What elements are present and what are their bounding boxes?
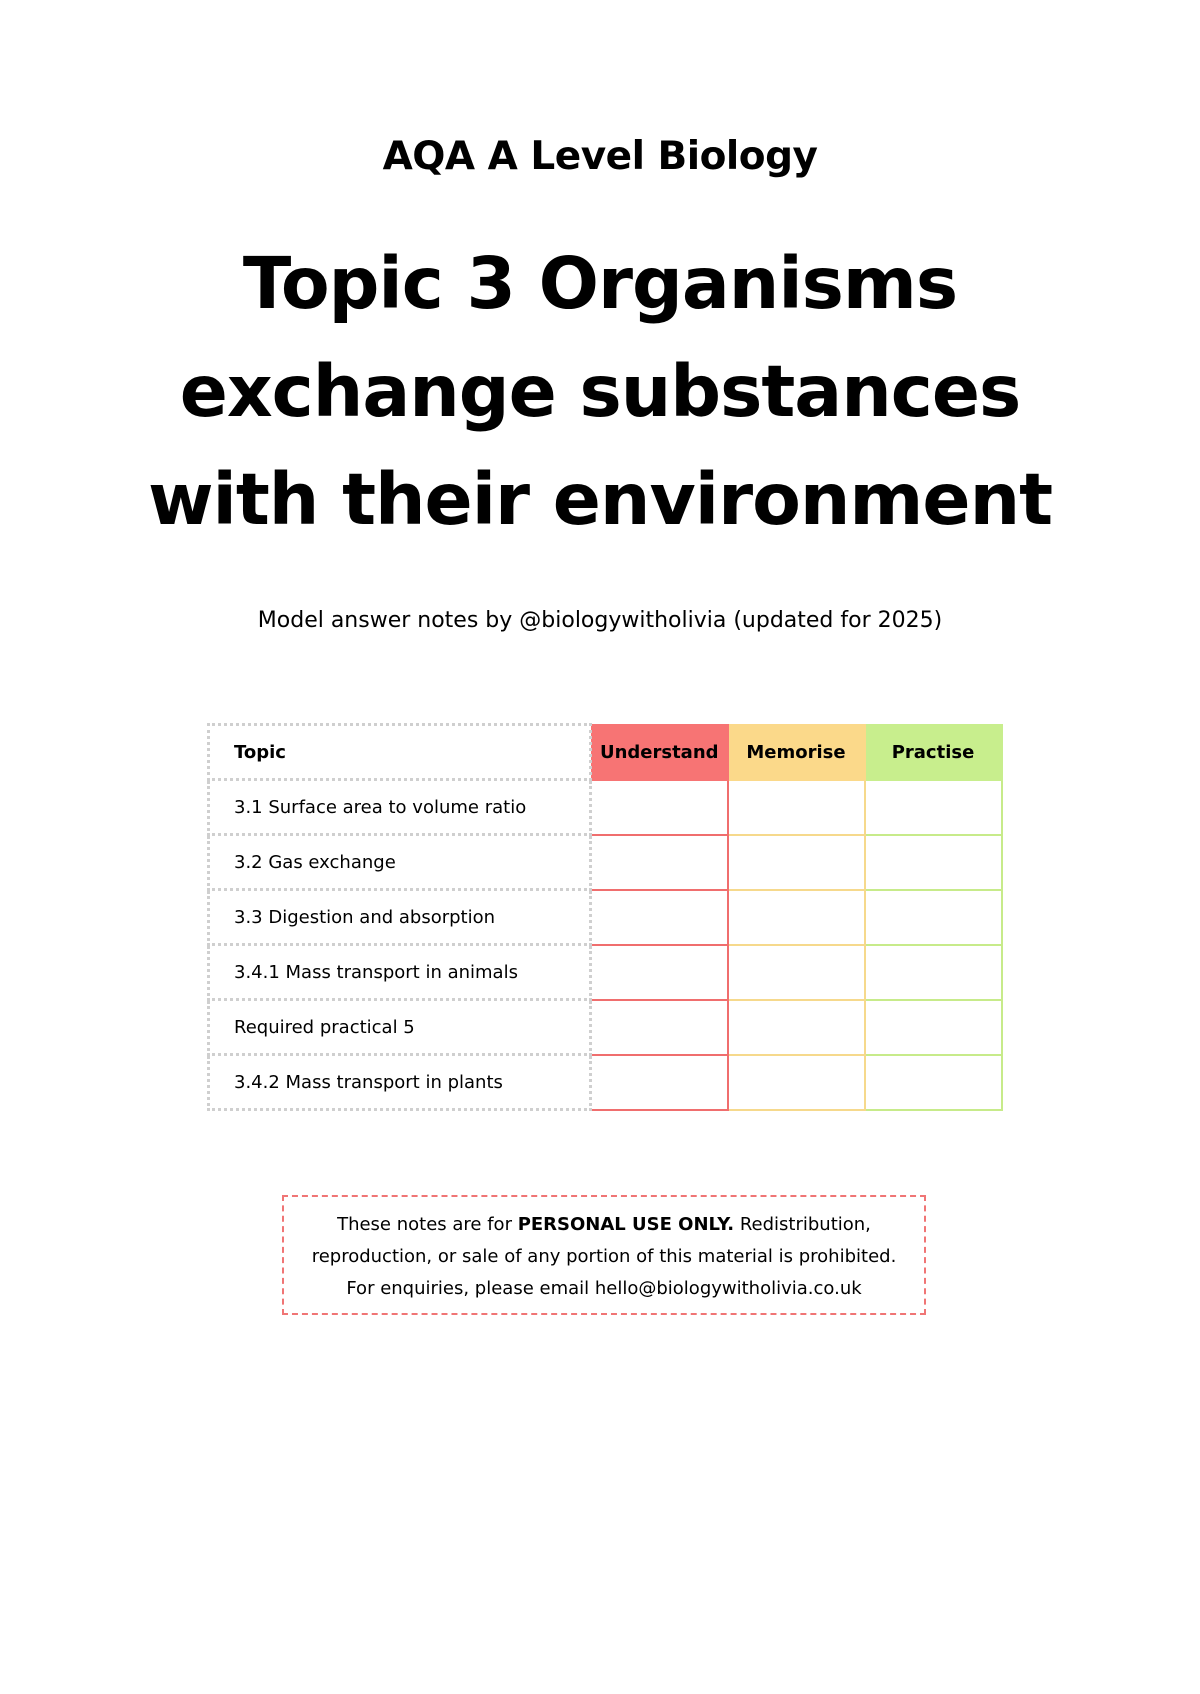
memorise-checkbox-cell[interactable] [728,1000,865,1055]
table-row [209,1055,1002,1110]
table-row [209,1000,1002,1055]
notice-emphasis: PERSONAL USE ONLY. [517,1214,735,1235]
practise-checkbox-cell[interactable] [865,1000,1002,1055]
title-line-1: Topic 3 Organisms [242,242,958,325]
practise-checkbox-cell[interactable] [865,1055,1002,1110]
understand-checkbox-cell[interactable] [591,1055,728,1110]
header-memorise: Memorise [728,725,865,780]
notice-text: These notes are for [337,1214,518,1235]
topic-cell: 3.3 Digestion and absorption [209,890,591,945]
topic-cell: Required practical 5 [209,1000,591,1055]
byline: Model answer notes by @biologywitholivia (updated for 2025) [257,608,943,633]
understand-checkbox-cell[interactable] [591,1000,728,1055]
understand-checkbox-cell[interactable] [591,835,728,890]
memorise-checkbox-cell[interactable] [728,780,865,835]
practise-checkbox-cell[interactable] [865,835,1002,890]
practise-checkbox-cell[interactable] [865,890,1002,945]
notice-line-1 [284,1209,924,1241]
table-row [209,945,1002,1000]
header-understand: Understand [591,725,728,780]
understand-checkbox-cell[interactable] [591,945,728,1000]
memorise-checkbox-cell[interactable] [728,1055,865,1110]
practise-checkbox-cell[interactable] [865,945,1002,1000]
memorise-checkbox-cell[interactable] [728,835,865,890]
table-row [209,835,1002,890]
topic-cell: 3.4.1 Mass transport in animals [209,945,591,1000]
title-line-3: with their environment [147,458,1053,541]
progress-tracker-table [207,723,1003,1111]
title-line-2: exchange substances [179,350,1021,433]
usage-notice [282,1195,926,1315]
topic-cell: 3.4.2 Mass transport in plants [209,1055,591,1110]
understand-checkbox-cell[interactable] [591,780,728,835]
notice-text: Redistribution, [734,1214,871,1235]
table-row [209,780,1002,835]
topic-cell: 3.1 Surface area to volume ratio [209,780,591,835]
header-practise: Practise [865,725,1002,780]
topic-cell: 3.2 Gas exchange [209,835,591,890]
understand-checkbox-cell[interactable] [591,890,728,945]
header-topic: Topic [209,725,591,780]
table-header-row [209,725,1002,780]
memorise-checkbox-cell[interactable] [728,945,865,1000]
notice-line-3: For enquiries, please email hello@biologywitholivia.co.uk [346,1278,862,1299]
notice-line-2: reproduction, or sale of any portion of this material is prohibited. [311,1246,897,1267]
practise-checkbox-cell[interactable] [865,780,1002,835]
page-title [0,230,1200,554]
course-subtitle: AQA A Level Biology [382,134,818,179]
table-row [209,890,1002,945]
memorise-checkbox-cell[interactable] [728,890,865,945]
